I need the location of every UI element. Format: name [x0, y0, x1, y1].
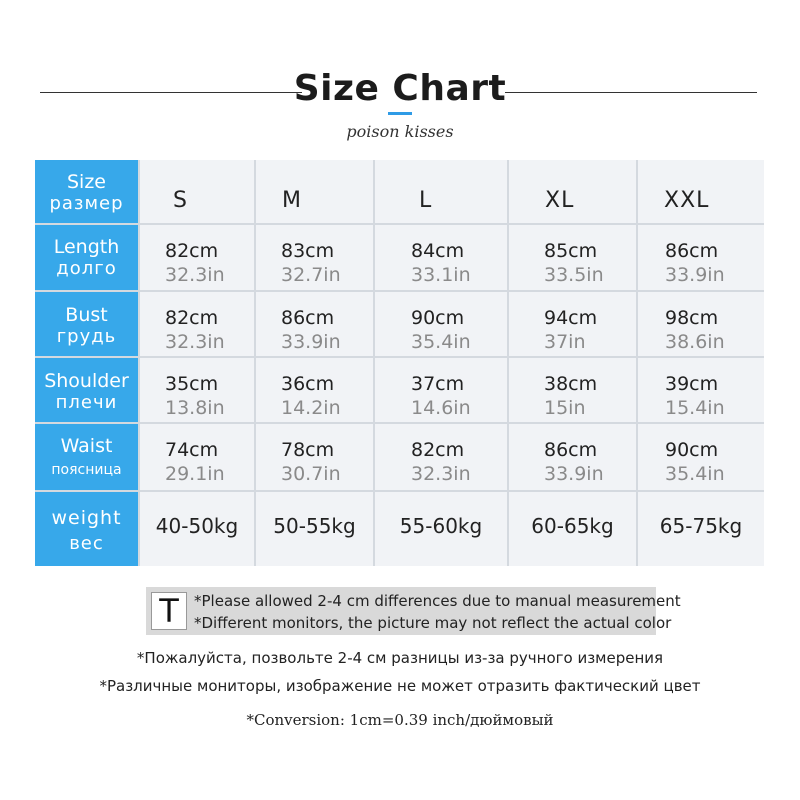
inch-value: 13.8in: [165, 397, 225, 419]
inch-value: 32.3in: [165, 331, 225, 353]
table-cell: [375, 424, 507, 490]
cm-value: 37cm: [411, 373, 465, 395]
weight-value: 65-75kg: [659, 514, 743, 538]
inch-value: 38.6in: [665, 331, 725, 353]
table-cell: [509, 225, 636, 290]
size-label: L: [419, 188, 433, 213]
inch-value: 32.3in: [165, 264, 225, 286]
weight-value: 60-65kg: [531, 514, 614, 538]
inch-value: 33.9in: [665, 264, 725, 286]
table-cell: [256, 358, 373, 422]
inch-value: 30.7in: [281, 463, 341, 485]
row-header-bust: [35, 292, 138, 356]
row-header-ru: грудь: [56, 326, 117, 347]
disclaimer-line-1: *Please allowed 2-4 cm differences due to manual measurement: [194, 592, 681, 610]
cm-value: 86cm: [544, 439, 598, 461]
cm-value: 35cm: [165, 373, 219, 395]
inch-value: 35.4in: [665, 463, 725, 485]
inch-value: 33.9in: [544, 463, 604, 485]
table-cell: [140, 292, 254, 356]
cm-value: 78cm: [281, 439, 335, 461]
table-cell: [256, 225, 373, 290]
size-label: XL: [545, 188, 575, 213]
size-label: S: [173, 188, 188, 213]
table-cell: [256, 424, 373, 490]
weight-value: 55-60kg: [399, 514, 483, 538]
size-label: M: [282, 188, 302, 213]
disclaimer-box: [146, 587, 681, 635]
cm-value: 84cm: [411, 240, 465, 262]
size-header-ru: размер: [49, 193, 124, 214]
row-header-en: weight: [51, 507, 122, 529]
inch-value: 15.4in: [665, 397, 725, 419]
table-cell: [638, 492, 764, 566]
table-cell: [638, 424, 764, 490]
size-header-en: Size: [66, 171, 106, 193]
inch-value: 35.4in: [411, 331, 471, 353]
cm-value: 82cm: [411, 439, 465, 461]
cm-value: 74cm: [165, 439, 219, 461]
row-header-shoulder: [35, 358, 138, 422]
table-cell: [140, 225, 254, 290]
row-header-ru: поясница: [51, 462, 122, 478]
cm-value: 36cm: [281, 373, 335, 395]
inch-value: 15in: [544, 397, 586, 419]
weight-value: 40-50kg: [155, 514, 239, 538]
row-header-en: Shoulder: [44, 370, 129, 392]
row-header-en: Length: [53, 236, 120, 258]
table-cell: [509, 358, 636, 422]
row-header-ru: вес: [69, 533, 104, 554]
size-cell-m: [256, 160, 373, 223]
table-cell: [509, 424, 636, 490]
row-header-ru: долго: [56, 258, 117, 279]
brand-subtitle: poison kisses: [346, 122, 454, 141]
size-table: [35, 160, 764, 566]
page-title: Size Chart: [293, 68, 507, 109]
conversion-note: *Conversion: 1cm=0.39 inch/дюймовый: [246, 711, 554, 729]
inch-value: 14.2in: [281, 397, 341, 419]
table-cell: [509, 492, 636, 566]
inch-value: 33.5in: [544, 264, 604, 286]
size-header-cell: [35, 160, 138, 223]
table-cell: [638, 225, 764, 290]
cm-value: 83cm: [281, 240, 335, 262]
size-cell-xl: [509, 160, 636, 223]
inch-value: 32.3in: [411, 463, 471, 485]
row-header-length: [35, 225, 138, 290]
inch-value: 29.1in: [165, 463, 225, 485]
table-cell: [256, 492, 373, 566]
inch-value: 33.9in: [281, 331, 341, 353]
t-letter-icon: T: [151, 592, 187, 630]
russian-note-2: *Различные мониторы, изображение не может отразить фактический цвет: [99, 677, 701, 695]
cm-value: 90cm: [665, 439, 719, 461]
russian-note-1: *Пожалуйста, позвольте 2-4 см разницы из-за ручного измерения: [136, 649, 664, 667]
cm-value: 38cm: [544, 373, 598, 395]
weight-value: 50-55kg: [273, 514, 356, 538]
table-cell: [140, 492, 254, 566]
cm-value: 94cm: [544, 307, 598, 329]
inch-value: 37in: [544, 331, 586, 353]
table-cell: [375, 358, 507, 422]
table-cell: [638, 292, 764, 356]
cm-value: 85cm: [544, 240, 598, 262]
disclaimer-line-2: *Different monitors, the picture may not reflect the actual color: [194, 614, 672, 632]
cm-value: 39cm: [665, 373, 719, 395]
table-cell: [509, 292, 636, 356]
table-cell: [256, 292, 373, 356]
inch-value: 33.1in: [411, 264, 471, 286]
title-accent-bar: [388, 112, 412, 115]
cm-value: 86cm: [665, 240, 719, 262]
table-cell: [638, 358, 764, 422]
row-header-en: Waist: [60, 435, 113, 457]
cm-value: 86cm: [281, 307, 335, 329]
cm-value: 82cm: [165, 240, 219, 262]
inch-value: 14.6in: [411, 397, 471, 419]
table-cell: [375, 225, 507, 290]
table-cell: [375, 292, 507, 356]
size-label: XXL: [664, 188, 710, 213]
table-cell: [140, 358, 254, 422]
table-cell: [375, 492, 507, 566]
row-header-en: Bust: [65, 304, 108, 326]
cm-value: 98cm: [665, 307, 719, 329]
row-header-weight: [35, 492, 138, 566]
cm-value: 90cm: [411, 307, 465, 329]
size-cell-xxl: [638, 160, 764, 223]
inch-value: 32.7in: [281, 264, 341, 286]
size-cell-l: [375, 160, 507, 223]
row-header-ru: плечи: [55, 392, 118, 413]
table-cell: [140, 424, 254, 490]
cm-value: 82cm: [165, 307, 219, 329]
size-cell-s: [140, 160, 254, 223]
row-header-waist: [35, 424, 138, 490]
